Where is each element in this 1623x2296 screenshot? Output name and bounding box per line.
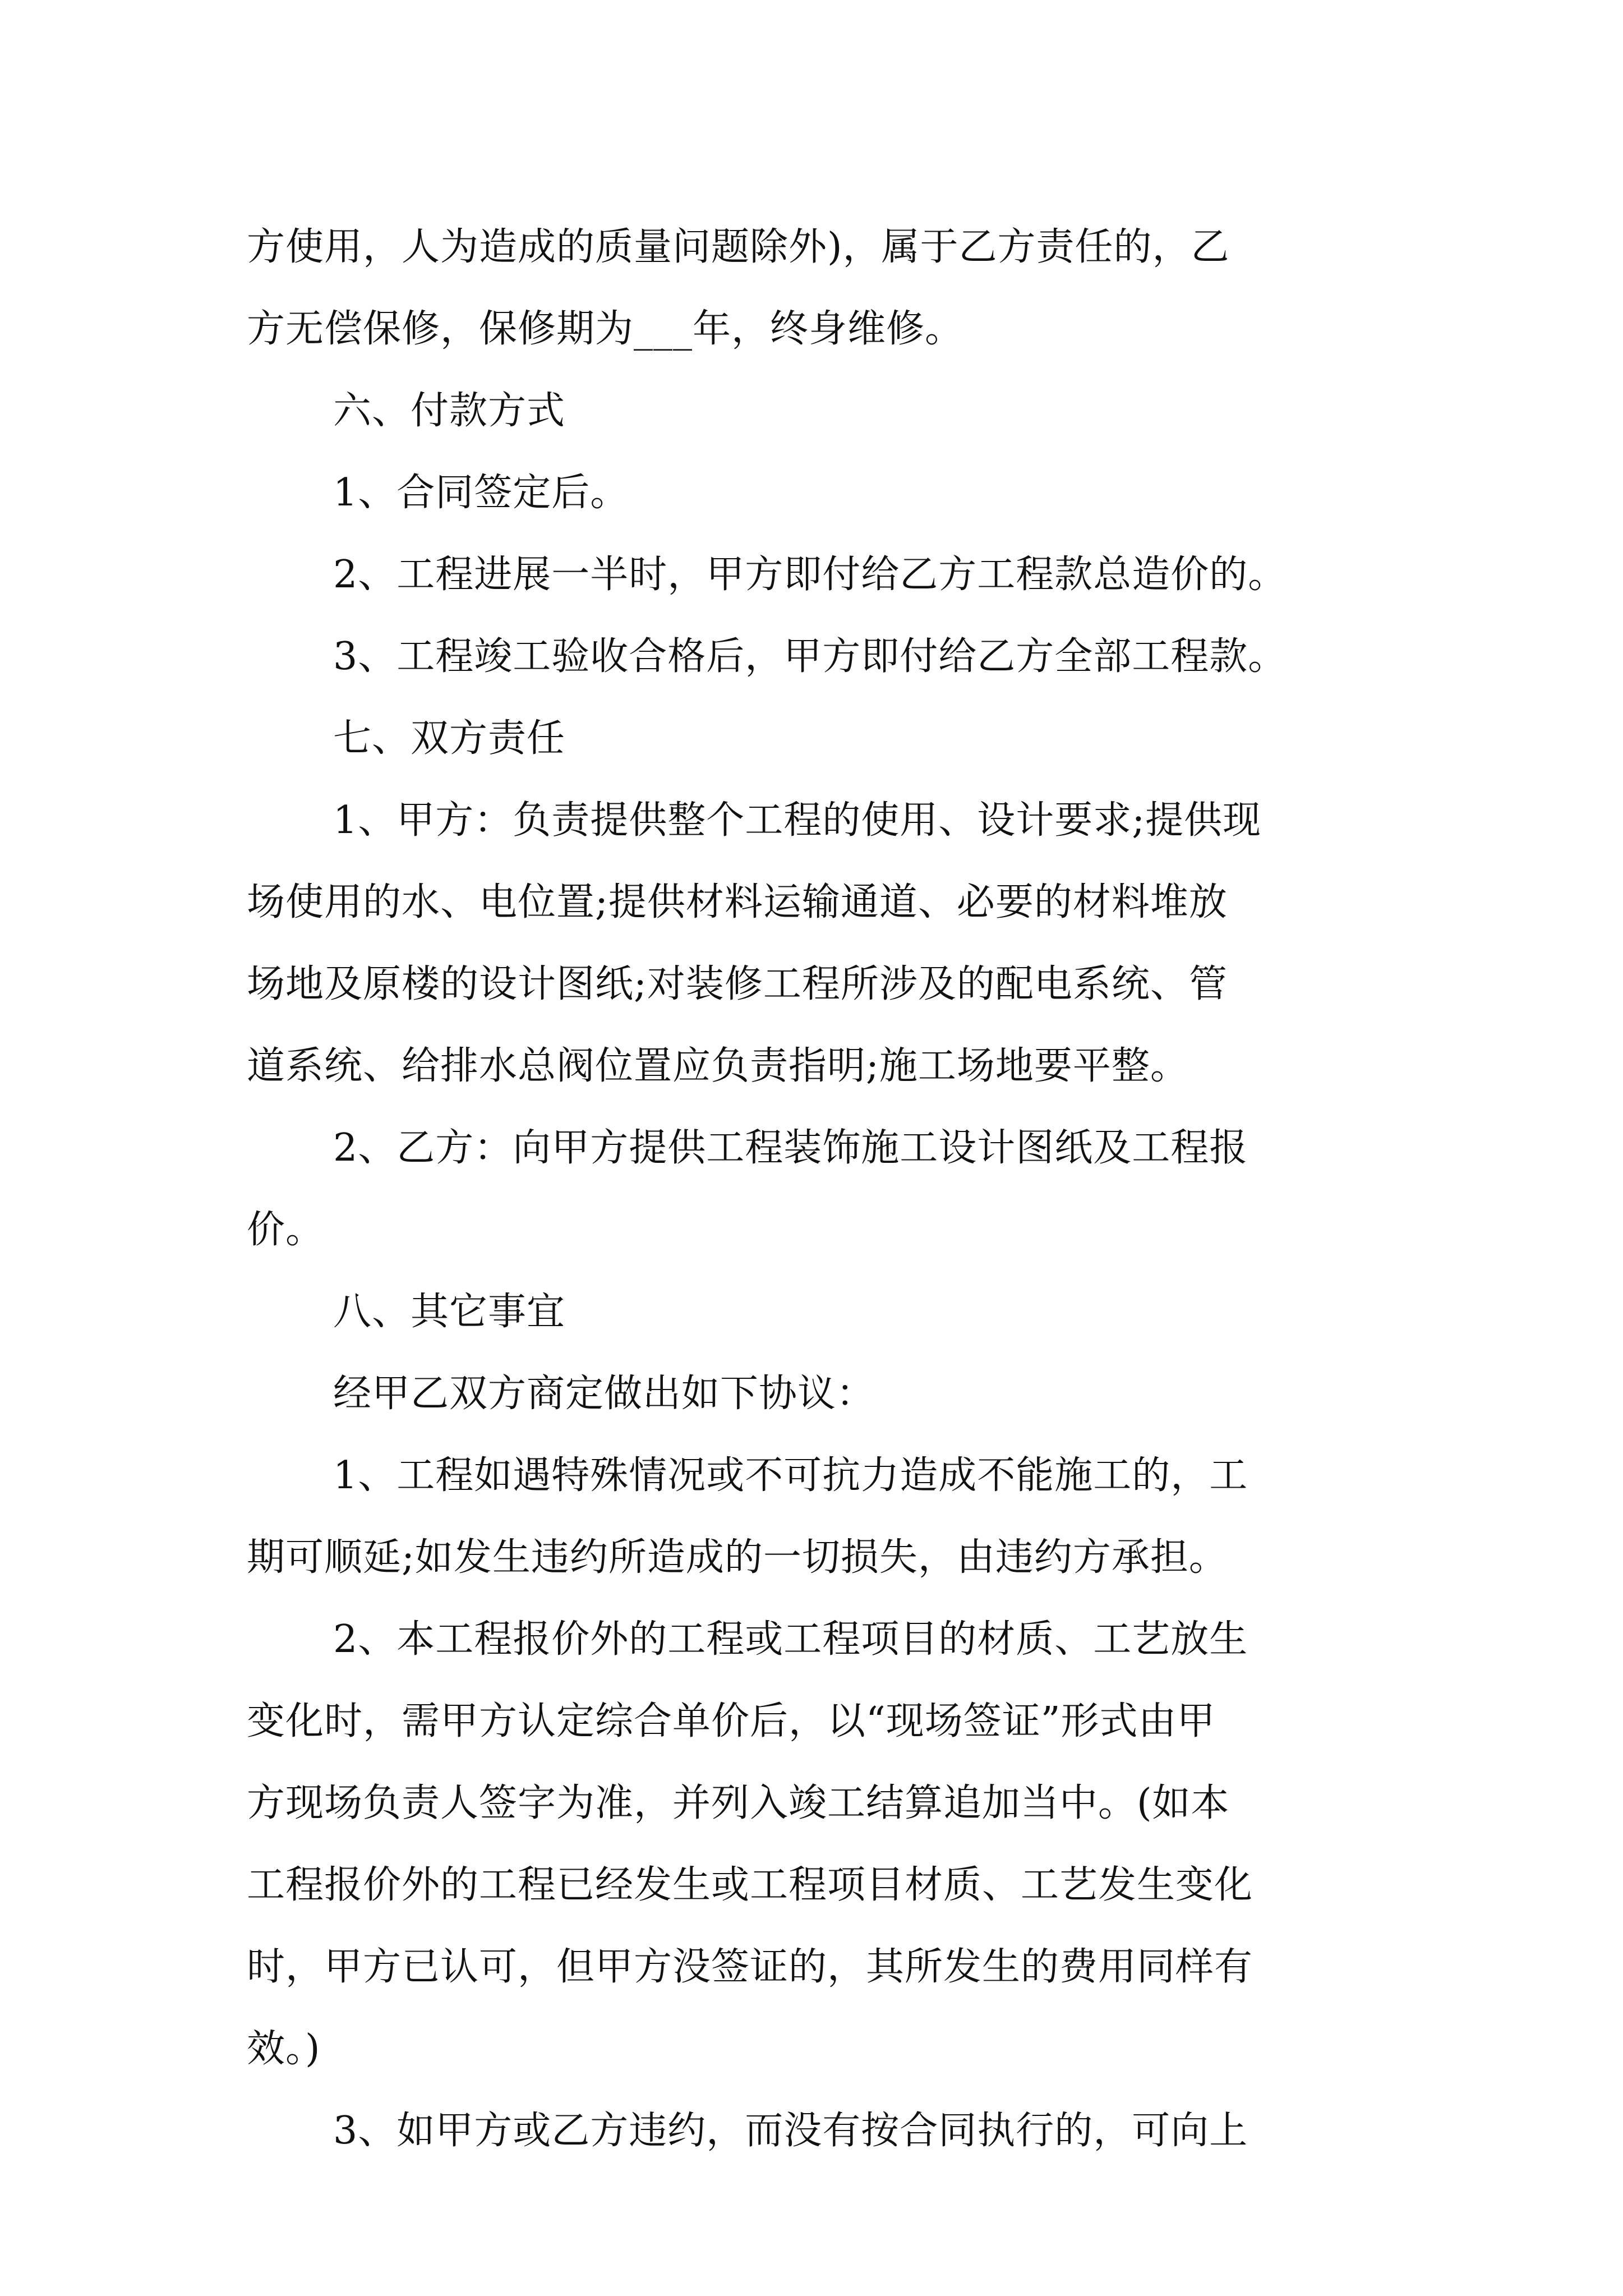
text-line: 1、甲方：负责提供整个工程的使用、设计要求;提供现 <box>333 798 1262 843</box>
section-heading: 六、付款方式 <box>333 389 566 433</box>
text-line: 2、工程进展一半时，甲方即付给乙方工程款总造价的。 <box>333 553 1287 597</box>
text-line: 1、工程如遇特殊情况或不可抗力造成不能施工的，工 <box>333 1453 1248 1498</box>
text-line: 方使用，人为造成的质量问题除外)，属于乙方责任的，乙 <box>247 225 1230 269</box>
text-line: 时，甲方已认可，但甲方没签证的，其所发生的费用同样有 <box>247 1945 1253 1989</box>
text-line: 经甲乙双方商定做出如下协议： <box>333 1372 875 1416</box>
text-line: 道系统、给排水总阀位置应负责指明;施工场地要平整。 <box>247 1044 1189 1088</box>
text-line: 效。) <box>247 2027 321 2071</box>
text-line: 方无偿保修，保修期为___年，终身维修。 <box>247 307 964 351</box>
text-line: 1、合同签定后。 <box>333 471 629 515</box>
text-line: 方现场负责人签字为准，并列入竣工结算追加当中。(如本 <box>247 1781 1230 1825</box>
section-heading: 七、双方责任 <box>333 716 566 761</box>
section-heading: 八、其它事宜 <box>333 1290 566 1334</box>
text-line: 期可顺延;如发生违约所造成的一切损失，由违约方承担。 <box>247 1535 1228 1580</box>
text-line: 3、工程竣工验收合格后，甲方即付给乙方全部工程款。 <box>333 634 1287 679</box>
text-line: 2、乙方：向甲方提供工程装饰施工设计图纸及工程报 <box>333 1126 1248 1170</box>
text-line: 变化时，需甲方认定综合单价后，以“现场签证”形式由甲 <box>247 1699 1216 1743</box>
text-line: 3、如甲方或乙方违约，而没有按合同执行的，可向上 <box>333 2109 1248 2153</box>
document-body <box>247 206 1391 2172</box>
text-line: 价。 <box>247 1208 325 1252</box>
text-line: 工程报价外的工程已经发生或工程项目材质、工艺发生变化 <box>247 1863 1253 1907</box>
text-line: 2、本工程报价外的工程或工程项目的材质、工艺放生 <box>333 1617 1248 1662</box>
text-line: 场地及原楼的设计图纸;对装修工程所涉及的配电系统、管 <box>247 962 1228 1006</box>
text-line: 场使用的水、电位置;提供材料运输通道、必要的材料堆放 <box>247 880 1228 924</box>
